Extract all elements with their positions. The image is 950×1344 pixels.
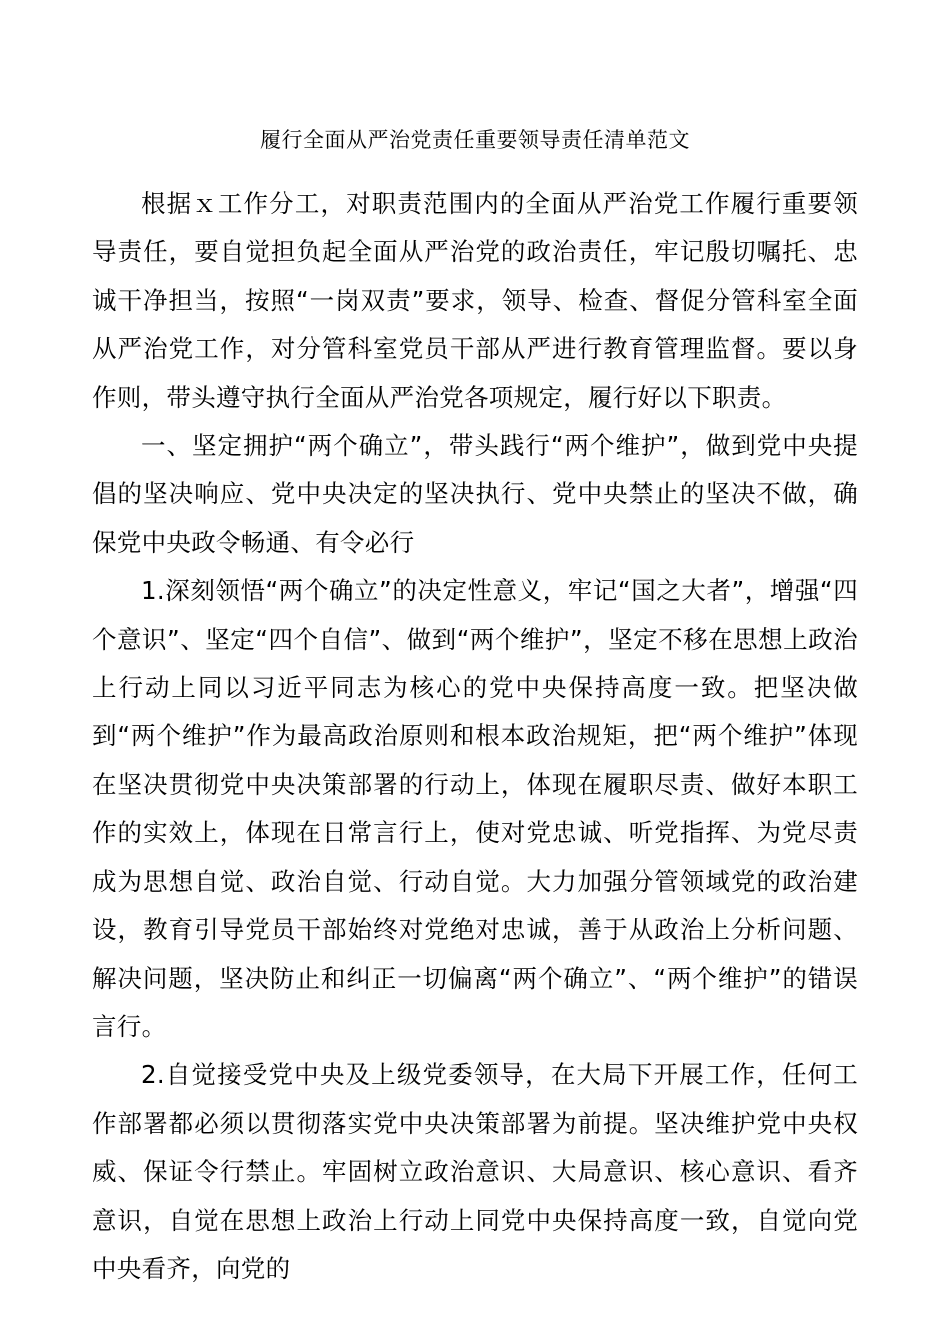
paragraph-intro: 根据ｘ工作分工，对职责范围内的全面从严治党工作履行重要领导责任，要自觉担负起全面从严治党的政治责任，牢记殷切嘱托、忠诚干净担当，按照“一岗双责”要求，领导、检查、督促分管科室全面从严治党工作，对分管科室党员干部从严进行教育管理监督。要以身作则，带头遵守执行全面从严治党各项规定，履行好以下职责。	[92, 189, 858, 412]
paragraph-item-2: 2.自觉接受党中央及上级党委领导，在大局下开展工作，任何工作部署都必须以贯彻落实党中央决策部署为前提。坚决维护党中央权威、保证令行禁止。牢固树立政治意识、大局意识、核心意识、看齐意识，自觉在思想上政治上行动上同党中央保持高度一致，自觉向党中央看齐，向党的	[92, 1060, 858, 1283]
document-title: 履行全面从严治党责任重要领导责任清单范文	[260, 128, 690, 152]
paragraph-item-1: 1.深刻领悟“两个确立”的决定性意义，牢记“国之大者”，增强“四个意识”、坚定“四个自信”、做到“两个维护”，坚定不移在思想上政治上行动上同以习近平同志为核心的党中央保持高度一致。把坚决做到“两个维护”作为最高政治原则和根本政治规矩，把“两个维护”体现在坚决贯彻党中央决策部署的行动上，体现在履职尽责、做好本职工作的实效上，体现在日常言行上，使对党忠诚、听党指挥、为党尽责成为思想自觉、政治自觉、行动自觉。大力加强分管领域党的政治建设，教育引导党员干部始终对党绝对忠诚，善于从政治上分析问题、解决问题，坚决防止和纠正一切偏离“两个确立”、“两个维护”的错误言行。	[92, 576, 858, 1041]
paragraph-section-one-heading: 一、坚定拥护“两个确立”，带头践行“两个维护”，做到党中央提倡的坚决响应、党中央决定的坚决执行、党中央禁止的坚决不做，确保党中央政令畅通、有令必行	[92, 431, 858, 557]
document-body	[92, 180, 858, 1293]
